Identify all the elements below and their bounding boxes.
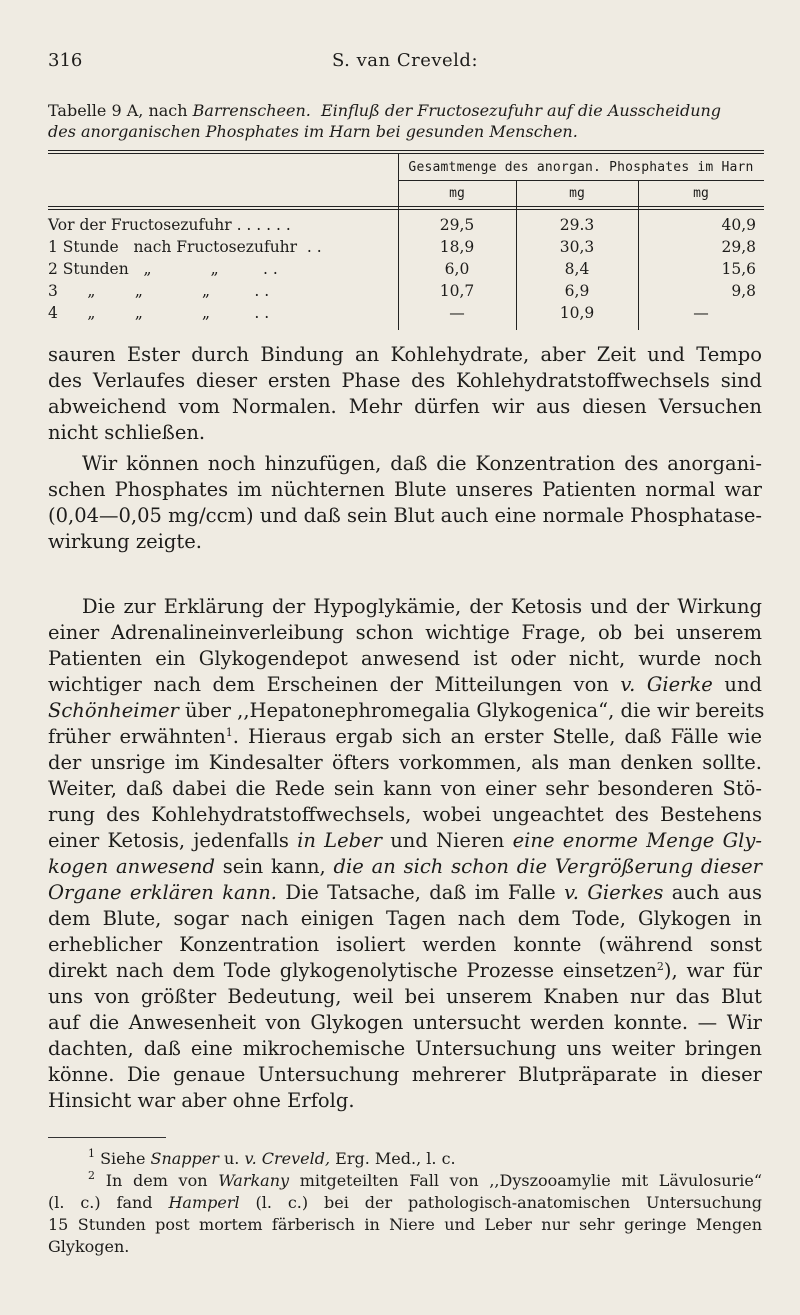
- table-row: [48, 260, 764, 282]
- text-line: Organe erklären kann. Die Tatsache, daß im Falle v. Gierkes auch aus: [48, 881, 762, 904]
- cell: 8,4: [564, 260, 590, 278]
- cell: —: [693, 304, 709, 322]
- row-label: 3 „ „ „ . .: [48, 282, 270, 300]
- text-line: nicht schließen.: [48, 421, 206, 444]
- text-line: (0,04—0,05 mg/ccm) und daß sein Blut auch eine normale Phosphatase-: [48, 504, 762, 527]
- text-line: schen Phosphates im nüchternen Blute unseres Patienten normal war: [48, 478, 762, 501]
- text-line: früher erwähnten$^1$. Hieraus ergab sich an erster Stelle, daß Fälle wie: [48, 725, 762, 748]
- footnote-number: 1: [88, 1147, 95, 1160]
- author-name: v. Gierke: [620, 673, 713, 696]
- cell: 30,3: [559, 238, 595, 256]
- cell: 29,5: [439, 216, 475, 234]
- text-line: könne. Die genaue Untersuchung mehrerer Blutpräparate in dieser: [48, 1063, 762, 1086]
- table-top-rule-2: [48, 153, 764, 154]
- author-name: Schönheimer: [48, 699, 179, 722]
- footnote-number: 2: [88, 1169, 95, 1182]
- table-row: [48, 282, 764, 304]
- table-head-rule: [48, 206, 764, 207]
- table-row: [48, 238, 764, 260]
- cell: 29,8: [721, 238, 756, 256]
- text-line: Schönheimer über ,,Hepatonephromegalia Glykogenica“, die wir bereits: [48, 699, 765, 722]
- text-line: dachten, daß eine mikrochemische Untersuchung uns weiter bringen: [48, 1037, 762, 1060]
- caption-title-line1: Einfluß der Fructosezufuhr auf die Ausscheidung: [321, 101, 722, 120]
- unit-header-3: mg: [693, 186, 709, 201]
- cell: 15,6: [721, 260, 756, 278]
- text-line: uns von größter Bedeutung, weil bei unserem Knaben nur das Blut: [48, 985, 762, 1008]
- text-line: abweichend vom Normalen. Mehr dürfen wir aus diesen Versuchen: [48, 395, 762, 418]
- text-line: Wir können noch hinzufügen, daß die Konzentration des anorgani-: [82, 452, 762, 475]
- cell: 9,8: [731, 282, 756, 300]
- cell: —: [449, 304, 465, 322]
- text-line: einer Ketosis, jedenfalls in Leber und Nieren eine enorme Menge Gly-: [48, 829, 762, 852]
- text-line: Hinsicht war aber ohne Erfolg.: [48, 1089, 355, 1112]
- page-header: [48, 50, 762, 76]
- cell: 6,0: [444, 260, 470, 278]
- text-line: der unsrige im Kindesalter öfters vorkommen, als man denken sollte.: [48, 751, 762, 774]
- text-line: Patienten ein Glykogendepot anwesend ist oder nicht, wurde noch: [48, 647, 762, 670]
- row-label: 2 Stunden „ „ . .: [48, 260, 278, 278]
- row-label: 1 Stunde nach Fructosezufuhr . .: [48, 238, 322, 256]
- phosphate-table: [48, 150, 764, 330]
- footnote-ref-1[interactable]: 1: [225, 726, 233, 739]
- footnote-ref-2[interactable]: 2: [656, 960, 664, 973]
- caption-author: Barrenscheen.: [192, 101, 311, 120]
- paragraph-2: [48, 451, 762, 555]
- text-line: Die zur Erklärung der Hypoglykämie, der Ketosis und der Wirkung: [82, 595, 762, 618]
- text-line: wirkung zeigte.: [48, 530, 202, 553]
- unit-header-1: mg: [449, 186, 465, 201]
- caption-title-line2: des anorganischen Phosphates im Harn bei gesunden Menschen.: [48, 122, 578, 141]
- row-label: Vor der Fructosezufuhr . . . . . .: [48, 216, 291, 234]
- cell: 10,9: [559, 304, 595, 322]
- cell: 6,9: [564, 282, 590, 300]
- group-header: Gesamtmenge des anorgan. Phosphates im Harn: [408, 160, 754, 175]
- table-row: [48, 304, 764, 326]
- text-line: kogen anwesend sein kann, die an sich schon die Vergrößerung dieser: [48, 855, 763, 878]
- text-line: Weiter, daß dabei die Rede sein kann von einer sehr besonderen Stö-: [48, 777, 762, 800]
- page-number: 316: [48, 50, 83, 71]
- table-caption: [48, 100, 764, 142]
- text-line: auf die Anwesenheit von Glykogen untersucht werden konnte. — Wir: [48, 1011, 762, 1034]
- footnote-1: $^1$ Siehe Snapper u. v. Creveld, Erg. Med., l. c.: [88, 1147, 456, 1168]
- text-line: dem Blute, sogar nach einigen Tagen nach dem Tode, Glykogen in: [48, 907, 762, 930]
- table-group-rule: [398, 180, 764, 181]
- paragraph-1: [48, 342, 762, 446]
- cell: 18,9: [439, 238, 475, 256]
- author-name: v. Gierkes: [564, 881, 664, 904]
- table-head-rule-2: [48, 209, 764, 210]
- text-line: erheblicher Konzentration isoliert werden konnte (während sonst: [48, 933, 762, 956]
- text-line: 15 Stunden post mortem färberisch in Niere und Leber nur sehr geringe Mengen: [48, 1215, 762, 1234]
- text-line: einer Adrenalineinverleibung schon wichtige Frage, ob bei unserem: [48, 621, 762, 644]
- text-line: sauren Ester durch Bindung an Kohlehydrate, aber Zeit und Tempo: [48, 343, 762, 366]
- table-row: [48, 216, 764, 238]
- footnote-rule: [48, 1137, 166, 1138]
- caption-prefix: Tabelle 9 A, nach: [48, 101, 193, 120]
- cell: 40,9: [721, 216, 756, 234]
- paragraph-3: [48, 594, 765, 1114]
- text-line: Glykogen.: [48, 1237, 130, 1256]
- cell: 29.3: [559, 216, 595, 234]
- running-head: S. van Creveld:: [331, 50, 479, 71]
- text-line: des Verlaufes dieser ersten Phase des Kohlehydratstoffwechsels sind: [48, 369, 762, 392]
- footnote-2: $^2$ In dem von Warkany mitgeteilten Fall von ,,Dyszooamylie mit Lävulosurie“ (l. c.) fand Hamperl (l. c.) bei der pathologisch-anatomischen Untersuchung 15 Stunden post mortem färberisch in Niere und Leber nur sehr geringe Mengen Glykogen.: [48, 1169, 763, 1256]
- text-line: rung des Kohlehydratstoffwechsels, wobei ungeachtet des Bestehens: [48, 803, 762, 826]
- text-line: wichtiger nach dem Erscheinen der Mitteilungen von v. Gierke und: [48, 673, 762, 696]
- text-line: direkt nach dem Tode glykogenolytische Prozesse einsetzen$^2$), war für: [48, 959, 762, 982]
- row-label: 4 „ „ „ . .: [48, 304, 270, 322]
- cell: 10,7: [439, 282, 475, 300]
- unit-header-2: mg: [569, 186, 585, 201]
- table-top-rule: [48, 150, 764, 151]
